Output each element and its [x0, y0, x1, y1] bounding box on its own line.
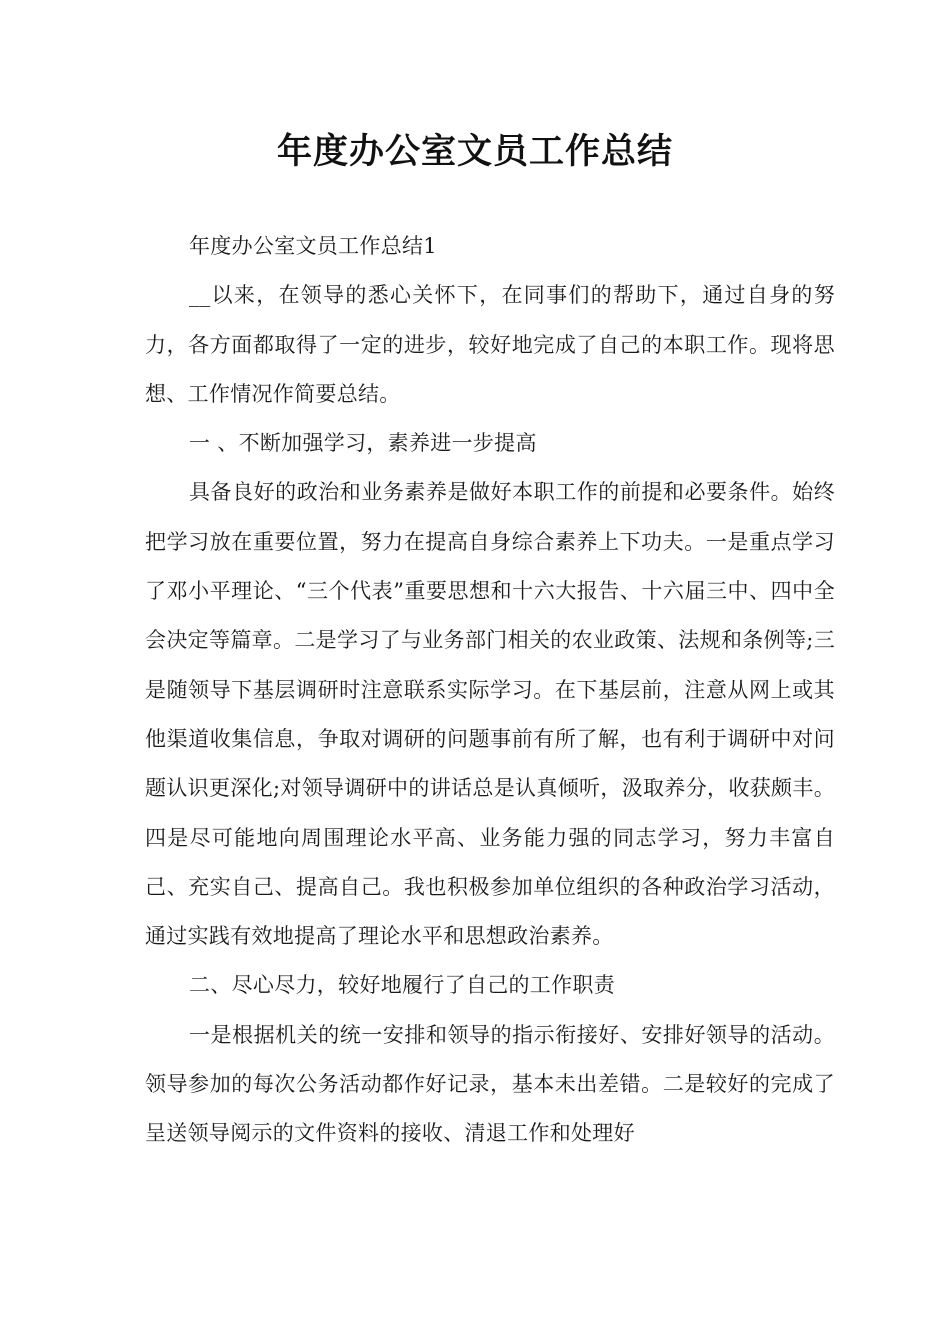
document-body — [145, 222, 835, 1159]
intro-paragraph: __以来，在领导的悉心关怀下，在同事们的帮助下，通过自身的努力，各方面都取得了一定的进步，较好地完成了自己的本职工作。现将思想、工作情况作简要总结。 — [145, 283, 835, 406]
study-paragraph: 具备良好的政治和业务素养是做好本职工作的前提和必要条件。始终把学习放在重要位置，努力在提高自身综合素养上下功夫。一是重点学习了邓小平理论、“三个代表”重要思想和十六大报告、十六届三中、四中全会决定等篇章。二是学习了与业务部门相关的农业政策、法规和条例等;三是随领导下基层调研时注意联系实际学习。在下基层前，注意从网上或其他渠道收集信息，争取对调研的问题事前有所了解，也有利于调研中对问题认识更深化;对领导调研中的讲话总是认真倾听，汲取养分，收获颇丰。四是尽可能地向周围理论水平高、业务能力强的同志学习，努力丰富自己、充实自己、提高自己。我也积极参加单位组织的各种政治学习活动，通过实践有效地提高了理论水平和思想政治素养。 — [145, 480, 835, 949]
document-title: 年度办公室文员工作总结 — [276, 132, 673, 172]
section-heading-1: 年度办公室文员工作总结1 — [189, 234, 437, 258]
duties-paragraph: 一是根据机关的统一安排和领导的指示衔接好、安排好领导的活动。领导参加的每次公务活动都作好记录，基本未出差错。二是较好的完成了呈送领导阅示的文件资料的接收、清退工作和处理好 — [145, 1022, 835, 1146]
subheading-duties: 二、尽心尽力，较好地履行了自己的工作职责 — [189, 973, 615, 998]
subheading-study: 一 、不断加强学习，素养进一步提高 — [189, 431, 537, 456]
